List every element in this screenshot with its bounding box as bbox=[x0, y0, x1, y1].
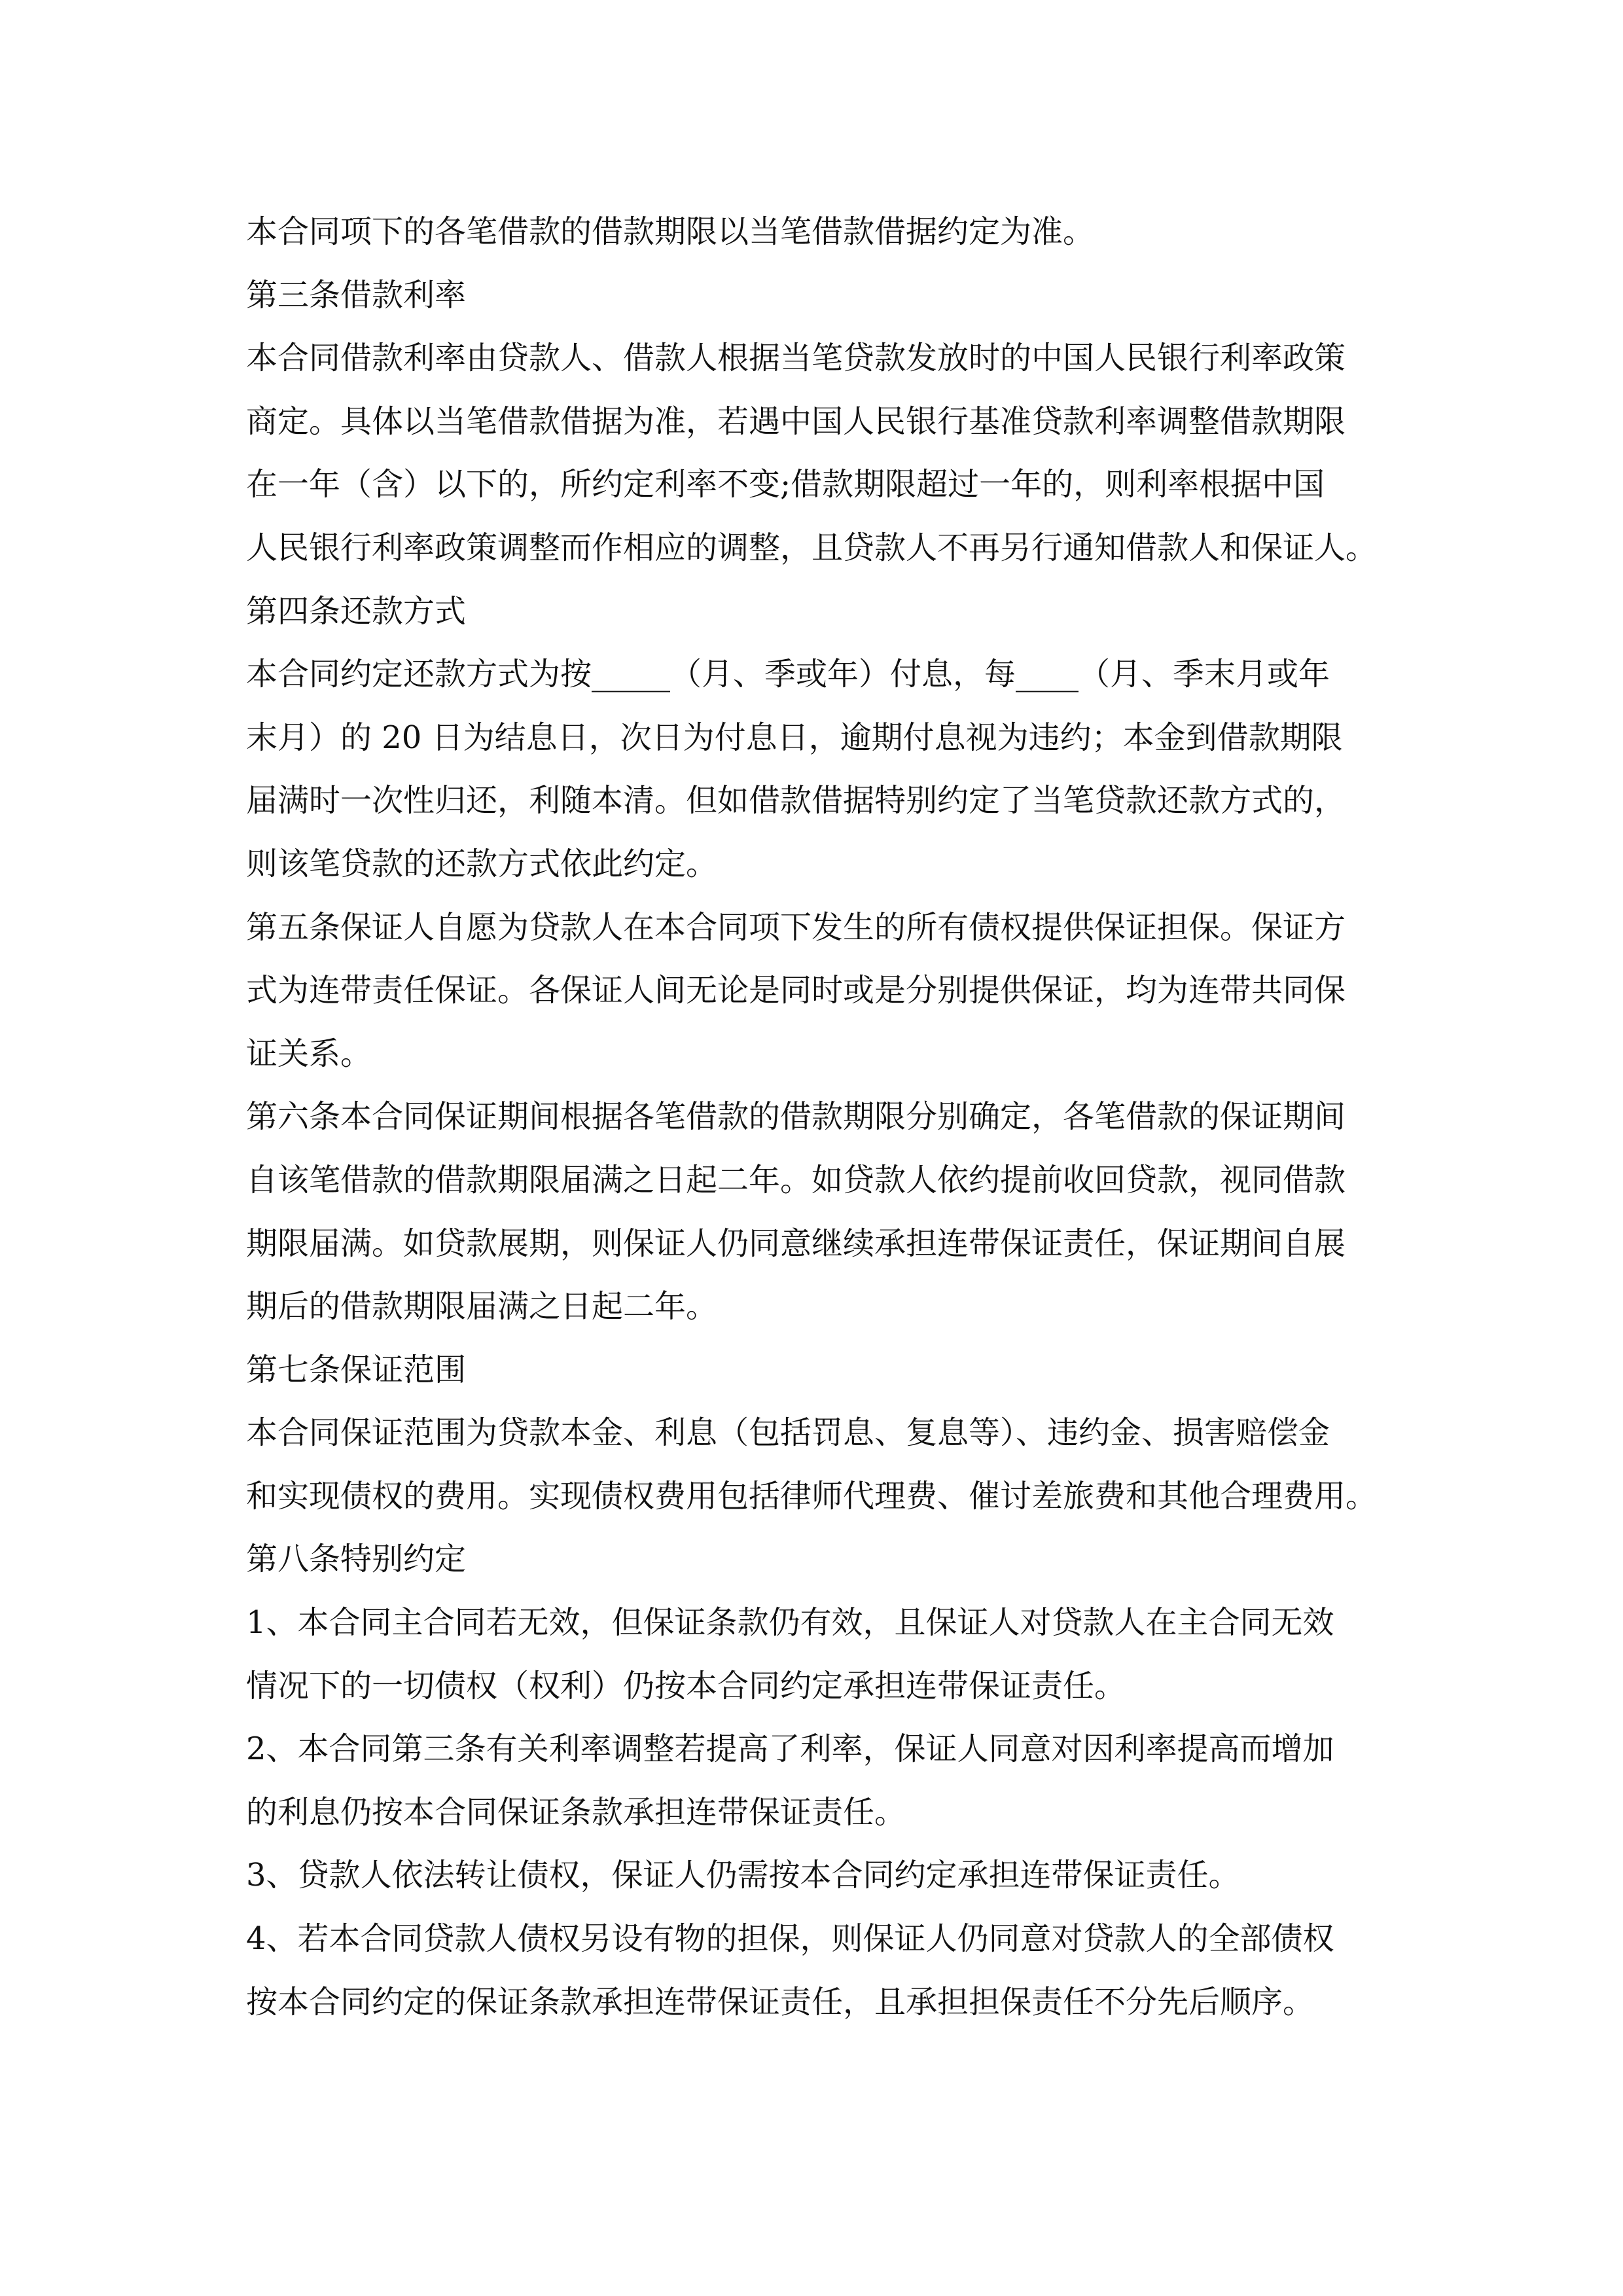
document-line: 人民银行利率政策调整而作相应的调整，且贷款人不再另行通知借款人和保证人。 bbox=[246, 529, 1378, 566]
document-line: 期后的借款期限届满之日起二年。 bbox=[246, 1288, 718, 1325]
document-line: 第八条特别约定 bbox=[246, 1541, 467, 1578]
document-line: 末月）的 20 日为结息日，次日为付息日，逾期付息视为违约；本金到借款期限 bbox=[246, 719, 1343, 756]
document-line: 本合同借款利率由贷款人、借款人根据当笔贷款发放时的中国人民银行利率政策 bbox=[246, 340, 1346, 377]
document-line: 届满时一次性归还，利随本清。但如借款借据特别约定了当笔贷款还款方式的， bbox=[246, 782, 1346, 819]
document-line: 在一年（含）以下的，所约定利率不变;借款期限超过一年的，则利率根据中国 bbox=[246, 466, 1325, 503]
document-line: 商定。具体以当笔借款借据为准，若遇中国人民银行基准贷款利率调整借款期限 bbox=[246, 403, 1346, 440]
document-line: 本合同约定还款方式为按_____（月、季或年）付息，每____（月、季末月或年 bbox=[246, 656, 1330, 693]
document-line: 按本合同约定的保证条款承担连带保证责任，且承担担保责任不分先后顺序。 bbox=[246, 1983, 1315, 2020]
document-line: 3、贷款人依法转让债权，保证人仍需按本合同约定承担连带保证责任。 bbox=[246, 1857, 1240, 1894]
document-line: 本合同项下的各笔借款的借款期限以当笔借款借据约定为准。 bbox=[246, 213, 1095, 250]
document-line: 第三条借款利率 bbox=[246, 276, 467, 314]
document-line: 2、本合同第三条有关利率调整若提高了利率，保证人同意对因利率提高而增加 bbox=[246, 1731, 1334, 1768]
document-line: 第四条还款方式 bbox=[246, 592, 467, 630]
document-line: 本合同保证范围为贷款本金、利息（包括罚息、复息等）、违约金、损害赔偿金 bbox=[246, 1414, 1330, 1452]
document-line: 第七条保证范围 bbox=[246, 1351, 467, 1388]
document-line: 式为连带责任保证。各保证人间无论是同时或是分别提供保证，均为连带共同保 bbox=[246, 972, 1346, 1009]
document-line: 则该笔贷款的还款方式依此约定。 bbox=[246, 845, 718, 882]
document-line: 情况下的一切债权（权利）仍按本合同约定承担连带保证责任。 bbox=[246, 1667, 1126, 1704]
document-line: 的利息仍按本合同保证条款承担连带保证责任。 bbox=[246, 1793, 906, 1831]
document-line: 证关系。 bbox=[246, 1035, 372, 1072]
document-line: 4、若本合同贷款人债权另设有物的担保，则保证人仍同意对贷款人的全部债权 bbox=[246, 1920, 1334, 1958]
document-line: 1、本合同主合同若无效，但保证条款仍有效，且保证人对贷款人在主合同无效 bbox=[246, 1604, 1334, 1641]
document-line: 第五条保证人自愿为贷款人在本合同项下发生的所有债权提供保证担保。保证方 bbox=[246, 908, 1346, 946]
document-line: 期限届满。如贷款展期，则保证人仍同意继续承担连带保证责任，保证期间自展 bbox=[246, 1225, 1346, 1262]
document-line: 自该笔借款的借款期限届满之日起二年。如贷款人依约提前收回贷款，视同借款 bbox=[246, 1161, 1346, 1198]
document-body bbox=[246, 200, 1411, 2034]
document-line: 和实现债权的费用。实现债权费用包括律师代理费、催讨差旅费和其他合理费用。 bbox=[246, 1477, 1378, 1515]
document-line: 第六条本合同保证期间根据各笔借款的借款期限分别确定，各笔借款的保证期间 bbox=[246, 1098, 1346, 1136]
